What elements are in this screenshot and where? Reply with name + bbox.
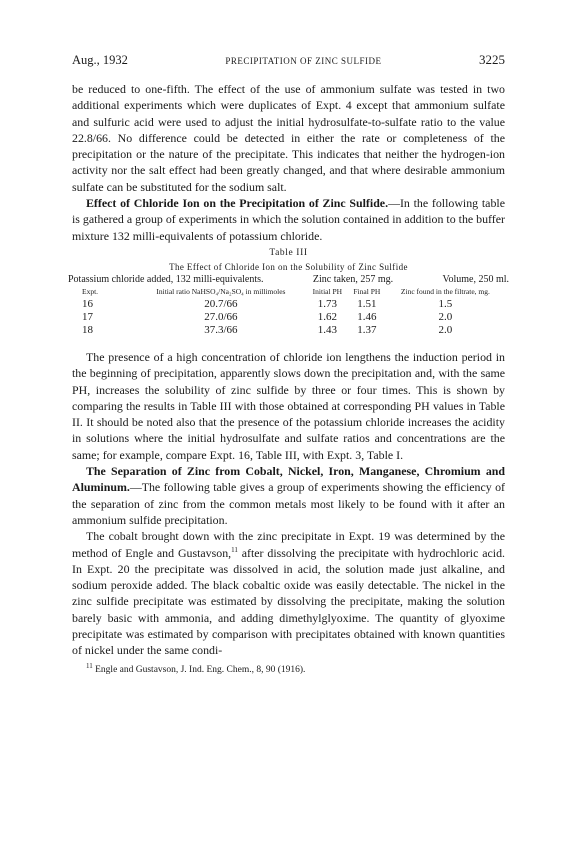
running-header [72, 52, 505, 68]
cell: 1.5 [438, 297, 453, 310]
cell: 27.0/66 [204, 310, 238, 323]
col-header-expt: Expt. [82, 286, 99, 296]
paragraph-2: The presence of a high concentration of chloride ion lengthens the induction period in the beginning of precipitation, apparently slows down the precipitation and, with the same PH, increases the solubility of zinc sulfide by three or four times. This is shown by comparing the results in Table III with those obtained at corresponding PH values in Table II. It should be noted also that the presence of the potassium chloride increases the acidity in solutions where the initial hydrosulfate and sulfate ratios and concentrations are the same; for example, compare Expt. 16, Table III, with Expt. 3, Table I. [72, 349, 505, 462]
section-chloride [72, 195, 505, 244]
section-heading-separation: The Separation of Zinc from Cobalt, Nickel, Iron, Manganese, Chromium and Aluminum. [72, 464, 505, 495]
table-sub-mid: Zinc taken, 257 mg. [312, 273, 394, 285]
cell: 37.3/66 [204, 323, 238, 336]
cell: 18 [82, 323, 93, 336]
section-text-separation: —The following table gives a group of experiments showing the efficiency of the separation of zinc from the common metals most likely to be found with it after an ammonium sulfide precipitation. [72, 480, 505, 527]
table-sub-right: Volume, 250 ml. [442, 273, 509, 285]
section-separation [72, 463, 505, 528]
table-row [72, 311, 505, 324]
paragraph-3-part-b: after dissolving the precipitate with hydrochloric acid. In Expt. 20 the precipitate was dissolved in acid, the solution made just alkaline, and sodium peroxide added. The black cobaltic oxide was easily detectable. The nickel in the zinc sulfide precipitate was estimated by dissolving the precipitate, making the solution barely basic with ammonia, and adding dimethylglyoxime. The quantity of glyoxime precipitate was estimated by comparison with precipitates obtained with known quantities of nickel under the same condi- [72, 545, 505, 658]
table-number: Table III [269, 247, 308, 258]
table-row [72, 298, 505, 311]
cell: 17 [82, 310, 93, 323]
col-header-initial-ph: Initial PH [312, 286, 343, 296]
page-number: 3225 [478, 52, 505, 67]
cell: 16 [82, 297, 93, 310]
cell: 1.51 [357, 297, 377, 310]
paragraph-1: be reduced to one-fifth. The effect of the use of ammonium sulfate was tested in two additional experiments which were duplicates of Expt. 4 except that ammonium sulfate and sulfuric acid were used to adjust the initial hydrosulfate-to-sulfate ratio to the value 22.8/66. No difference could be detected in either the rate or completeness of the precipitation or the nature of the precipitate. This indicates that neither the hydrogen-ion activity nor the salt effect had been greatly changed, and that where desirable ammonium sulfate can be substituted for the sodium salt. [72, 82, 505, 194]
col-header-ratio: Initial ratio NaHSO₄/Na₂SO₄ in millimoles [156, 286, 286, 296]
paragraph-3-part-a: The cobalt brought down with the zinc precipitate in Expt. 19 was determined by the method of Engle and Gustavson, [72, 529, 505, 560]
cell: 2.0 [438, 323, 453, 336]
col-header-zinc-found: Zinc found in the filtrate, mg. [400, 286, 490, 296]
cell: 1.46 [357, 310, 377, 323]
footnote-ref: 11 [231, 545, 238, 554]
data-table [72, 287, 505, 337]
col-header-final-ph: Final PH [353, 286, 381, 296]
header-title: PRECIPITATION OF ZINC SULFIDE [225, 56, 382, 66]
cell: 20.7/66 [204, 297, 238, 310]
section-text-chloride: —In the following table is gathered a group of experiments in which the solution contained in addition to the buffer mixture 132 milli-equivalents of potassium chloride. [72, 196, 505, 243]
paragraph-3 [72, 528, 505, 658]
footnote-mark: 11 [86, 661, 93, 670]
table-caption: The Effect of Chloride Ion on the Solubility of Zinc Sulfide [169, 261, 408, 272]
cell: 1.62 [317, 310, 337, 323]
table-row [72, 324, 505, 337]
footnote [72, 662, 505, 678]
footnote-text: Engle and Gustavson, J. Ind. Eng. Chem., 8, 90 (1916). [92, 664, 306, 675]
table-sub-left: Potassium chloride added, 132 milli-equivalents. [68, 273, 264, 285]
cell: 1.43 [317, 323, 337, 336]
header-date: Aug., 1932 [72, 53, 128, 67]
cell: 2.0 [438, 310, 453, 323]
table-header-row [72, 287, 505, 298]
table-subtitle [68, 274, 509, 285]
section-heading-chloride: Effect of Chloride Ion on the Precipitation of Zinc Sulfide. [86, 196, 389, 211]
cell: 1.73 [317, 297, 337, 310]
cell: 1.37 [357, 323, 377, 336]
page [68, 52, 509, 678]
